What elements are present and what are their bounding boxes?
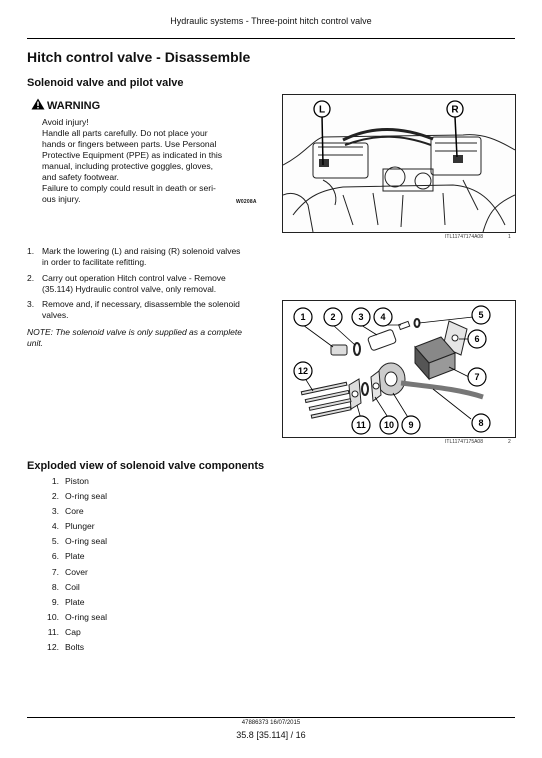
part-name: Plate [65, 551, 85, 562]
part-name: Plunger [65, 521, 95, 532]
callout-9: 9 [408, 420, 414, 430]
callout-R: R [451, 104, 459, 116]
part-number: 4. [51, 521, 59, 532]
note [27, 327, 267, 349]
callout-1: 1 [300, 312, 306, 322]
step-line: valves. [42, 310, 69, 320]
part-name: Piston [65, 476, 89, 486]
part-number: 12. [47, 642, 59, 653]
list-item [42, 551, 107, 566]
note-line: NOTE: The solenoid valve is only supplied as a complete [27, 327, 242, 337]
step-line: in order to facilitate refitting. [42, 257, 147, 267]
list-item [42, 627, 107, 642]
warning-line: Failure to comply could result in death or seri- [42, 183, 216, 193]
warning-line: manual, including protective goggles, gloves, [42, 161, 214, 171]
footer-rule [27, 717, 515, 718]
list-item [42, 597, 107, 612]
figure-2-number: 2 [508, 439, 511, 445]
step-1 [27, 246, 267, 268]
footer-document-code: 47886373 16/07/2015 [241, 720, 301, 726]
warning-label: WARNING [47, 99, 101, 112]
list-item [42, 521, 107, 536]
figure-1-solenoid-photo [282, 94, 516, 233]
part-name: O-ring seal [65, 536, 108, 547]
list-item [42, 582, 107, 597]
figure-2-exploded-view [282, 300, 516, 438]
part-name: Core [65, 506, 84, 517]
header-rule [27, 38, 515, 39]
callout-L: L [318, 104, 326, 116]
part-number: 1. [51, 476, 59, 486]
callout-6: 6 [474, 334, 480, 344]
parts-list [42, 476, 107, 657]
step-number: 3. [27, 299, 35, 309]
callout-5: 5 [478, 310, 484, 320]
list-item [42, 536, 107, 551]
callout-11: 11 [356, 420, 366, 430]
warning-heading [31, 98, 100, 113]
part-name: Cover [65, 566, 88, 577]
part-number: 2. [51, 491, 59, 502]
warning-code: W0208A [236, 199, 257, 205]
step-number: 2. [27, 273, 35, 283]
warning-line: hands or fingers between parts. Use Personal [42, 139, 217, 149]
part-number: 8. [51, 581, 59, 592]
step-line: Remove and, if necessary, disassemble the solenoid [42, 299, 240, 309]
part-name: O-ring seal [65, 611, 108, 622]
part-name: Bolts [65, 642, 85, 653]
figure-1-number: 1 [508, 234, 511, 240]
footer-page-number: 35.8 [35.114] / 16 [236, 730, 306, 740]
step-text [42, 246, 240, 268]
page-header-title: Hydraulic systems - Three-point hitch control valve [170, 16, 372, 26]
part-name: Coil [65, 581, 80, 592]
warning-line: ous injury. [42, 194, 81, 204]
callout-8: 8 [478, 418, 484, 428]
list-item [42, 491, 107, 506]
warning-line: Avoid injury! [42, 117, 89, 127]
step-line: (35.114) Hydraulic control valve, only removal. [42, 284, 217, 294]
list-item [42, 642, 107, 657]
step-3 [27, 299, 267, 321]
part-number: 3. [51, 506, 59, 517]
step-text [42, 273, 226, 295]
callout-3: 3 [358, 312, 364, 322]
part-number: 5. [51, 536, 59, 547]
page-title: Hitch control valve - Disassemble [27, 49, 251, 65]
callout-10: 10 [383, 420, 395, 430]
part-number: 10. [47, 611, 59, 622]
step-number: 1. [27, 246, 35, 256]
step-2 [27, 273, 267, 295]
part-name: Plate [65, 596, 85, 607]
callout-4: 4 [380, 312, 386, 322]
list-item [42, 476, 107, 491]
list-item [42, 506, 107, 521]
figure-2-code: ITL11747175A08 [445, 439, 483, 445]
part-number: 9. [51, 596, 59, 607]
part-name: O-ring seal [65, 491, 108, 502]
list-item [42, 567, 107, 582]
step-line: Carry out operation Hitch control valve - Remove [42, 273, 226, 283]
warning-line: and safety footwear. [42, 172, 119, 182]
warning-line: Handle all parts carefully. Do not place your [42, 128, 208, 138]
note-line: unit. [27, 338, 44, 348]
callout-7: 7 [474, 372, 480, 382]
step-line: Mark the lowering (L) and raising (R) solenoid valves [42, 246, 241, 256]
list-item [42, 612, 107, 627]
callout-2: 2 [330, 312, 336, 322]
part-number: 6. [51, 551, 59, 562]
step-text [42, 299, 240, 321]
warning-line: Protective Equipment (PPE) as indicated in this [42, 150, 223, 160]
exploded-view-title: Exploded view of solenoid valve components [27, 460, 265, 472]
part-name: Cap [65, 626, 81, 637]
figure-1-code: ITL11747174A08 [445, 234, 483, 240]
part-number: 11. [47, 626, 59, 637]
section-title: Solenoid valve and pilot valve [27, 77, 184, 89]
callout-12: 12 [297, 366, 309, 376]
part-number: 7. [51, 566, 59, 577]
warning-text [42, 117, 252, 205]
warning-triangle-icon [31, 98, 45, 113]
